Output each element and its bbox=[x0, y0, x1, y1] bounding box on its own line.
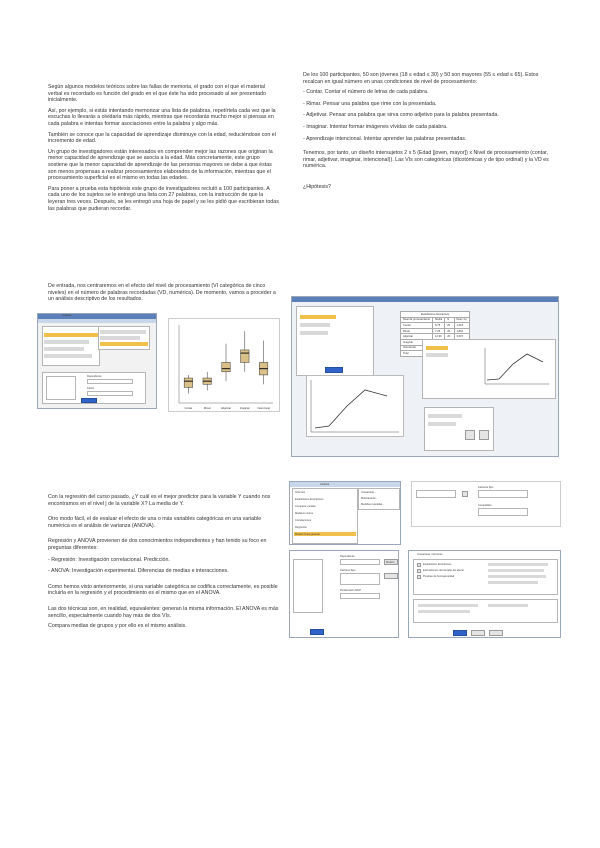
menu-analyze[interactable]: Analizar bbox=[320, 483, 330, 486]
glm-submenu bbox=[358, 488, 400, 510]
table-cell: 20 bbox=[445, 334, 454, 340]
submenu-item[interactable]: Medidas repetidas... bbox=[361, 503, 385, 506]
paragraph: Según algunos modelos teóricos sobre las fallas de memoria, el grado con el que el material verbal es recordado es función del grado en el que éste ha sido procesado al ser presentado inicialmente. bbox=[48, 84, 266, 104]
submenu bbox=[98, 326, 150, 350]
menu-item[interactable]: Correlaciones bbox=[295, 519, 312, 522]
analyze-menu-screenshot bbox=[289, 481, 401, 545]
model-button[interactable] bbox=[384, 559, 398, 565]
submenu-item[interactable]: Univariante... bbox=[361, 491, 377, 494]
submenu-item[interactable]: Multivariante... bbox=[361, 497, 378, 500]
table-cell: Imaginar bbox=[401, 339, 433, 345]
table-cell: 20 bbox=[445, 323, 454, 329]
paragraph: Las dos técnicas son, en realidad, equivalentes: generan la misma información. El ANOVA es más sencillo, especialmente cuando hay más de dos VIs. bbox=[48, 605, 279, 619]
profile-plot-dialog bbox=[422, 339, 556, 399]
menu-item[interactable]: Informes bbox=[295, 491, 306, 494]
variable-list[interactable] bbox=[293, 559, 323, 613]
checkbox[interactable] bbox=[465, 430, 475, 440]
submenu-item-selected[interactable] bbox=[100, 342, 148, 346]
spss-window bbox=[37, 313, 157, 409]
variables-dialog bbox=[296, 306, 374, 376]
hypothesis-heading: ¿Hipótesis? bbox=[303, 183, 331, 190]
variable-item[interactable] bbox=[300, 323, 330, 327]
title-bar bbox=[292, 297, 558, 302]
table-cell: Intencional bbox=[401, 345, 433, 351]
paragraph: Tenemos, por tanto, un diseño intersujetos 2 x 5 (Edad [joven, mayor]) x Nivel de procesamiento (contar, rimar, adjetivar, imaginar, intencional)). Las VIs son categóricas (dicotómicas y de tipo ordinal) y la VD es numérica. bbox=[303, 150, 549, 170]
header-cell: N bbox=[445, 317, 454, 323]
table-cell: 12,90 bbox=[433, 334, 445, 340]
table-cell: Contar bbox=[401, 323, 433, 329]
menu-item-selected[interactable] bbox=[44, 333, 99, 337]
table-cell: 7,25 bbox=[433, 328, 445, 334]
univariate-dialog bbox=[289, 550, 399, 638]
options-dialog bbox=[408, 550, 561, 638]
table-cell: Rimar bbox=[401, 328, 433, 334]
plot-item[interactable] bbox=[428, 414, 462, 418]
option-line bbox=[418, 610, 470, 613]
menu-item[interactable]: Regresión bbox=[295, 526, 307, 529]
model-label: Modelo bbox=[386, 561, 395, 564]
paragraph: Un grupo de investigadores están interesados en comprender mejor las razones que originan la menor capacidad de aprendizaje que se asocia a la edad. Más concretamente, este grupo sostiene que la menor capacidad de aprendizaje de las personas mayores se debe a que éstas son menos propensas a realizar procesamientos elaborados de la información, mientras que el procesamiento superficial es el mismo en todas las edades. bbox=[48, 148, 273, 182]
move-arrow-button[interactable] bbox=[462, 491, 468, 497]
cancel-button[interactable] bbox=[471, 630, 485, 636]
variable-item[interactable] bbox=[300, 331, 328, 335]
profile-plot bbox=[483, 346, 551, 386]
paragraph: Como hemos visto anteriormente, si una variable categórica se codifica correctamente, es posible incluirla en la regresión y el procedimiento es el mismo que en el ANOVA. bbox=[48, 583, 278, 597]
checkbox[interactable] bbox=[417, 569, 421, 573]
anova-section bbox=[48, 494, 280, 639]
table-cell: 3,697 bbox=[454, 334, 470, 340]
table-cell: Total bbox=[401, 351, 433, 357]
analyze-menu bbox=[292, 488, 358, 544]
checkbox[interactable] bbox=[479, 430, 489, 440]
table-cell: Adjetivar bbox=[401, 334, 433, 340]
boxplot-chart bbox=[168, 318, 280, 412]
factor-item[interactable] bbox=[426, 353, 448, 357]
dependent-label: Dependiente bbox=[340, 555, 355, 558]
means-plot bbox=[306, 375, 404, 437]
condition-list bbox=[303, 89, 559, 142]
fixed-factors-label: Factores fijos bbox=[478, 486, 494, 489]
accept-button[interactable] bbox=[325, 367, 343, 373]
tick-label: Imaginar bbox=[239, 407, 250, 410]
paragraph: Con la regresión del curso pasado, ¿Y cuál es el mejor predictor para la variable Y cuando nos encontramos en el nivel j de la variable X? La media de Y. bbox=[48, 494, 271, 507]
intro-column bbox=[48, 84, 280, 216]
checkbox-label: Estadísticos descriptivos bbox=[423, 563, 452, 566]
weights-field[interactable] bbox=[340, 593, 380, 599]
accept-button[interactable] bbox=[310, 629, 324, 635]
dependent-label: Dependiente bbox=[87, 375, 102, 378]
weights-label: Ponderación MCP bbox=[340, 589, 362, 592]
table-cell: 6,75 bbox=[433, 323, 445, 329]
plots-dialog bbox=[424, 407, 494, 451]
help-button[interactable] bbox=[489, 630, 503, 636]
menu-analyze[interactable]: Analizar bbox=[62, 314, 72, 317]
dialog-title: Univariante: Opciones bbox=[417, 553, 443, 556]
submenu-item[interactable] bbox=[100, 330, 146, 334]
continue-button[interactable] bbox=[453, 630, 467, 636]
selected-variable[interactable] bbox=[300, 315, 336, 319]
checkbox-label: Pruebas de homogeneidad bbox=[423, 575, 455, 578]
analyze-menu bbox=[42, 326, 100, 366]
list-item: - Imaginar. Intentar formar imágenes vívidas de cada palabra. bbox=[303, 123, 448, 130]
submenu-item[interactable] bbox=[100, 336, 140, 340]
checkbox[interactable] bbox=[417, 563, 421, 567]
menu-item[interactable] bbox=[44, 347, 84, 351]
menu-bar bbox=[290, 482, 400, 487]
paragraph: De los 100 participantes, 50 son jóvenes (18 ≤ edad ≤ 30) y 50 son mayores (55 ≤ edad ≤ 65). Estos recalcan en igual número en unas condiciones de nivel de procesamiento: bbox=[303, 72, 539, 85]
list-item: - Contar. Contar el número de letras de cada palabra. bbox=[303, 89, 429, 96]
option-line bbox=[488, 575, 546, 578]
options-button[interactable] bbox=[384, 573, 398, 579]
descriptive-intro bbox=[48, 283, 280, 307]
post-hoc-group bbox=[413, 599, 558, 623]
menu-item[interactable] bbox=[44, 354, 92, 358]
paragraph: Regresión y ANOVA provienen de dos conocimientos independientes y han tenido su foco en preguntas diferentes: bbox=[48, 538, 267, 551]
table-cell: 20 bbox=[445, 328, 454, 334]
table-cell: 1,618 bbox=[454, 323, 470, 329]
covariates-label: Covariables bbox=[478, 504, 492, 507]
fixed-factors-field[interactable] bbox=[340, 573, 380, 585]
display-group bbox=[413, 559, 558, 595]
covariates-field[interactable] bbox=[478, 508, 528, 516]
menu-item[interactable]: Comparar medias bbox=[295, 505, 316, 508]
box bbox=[184, 378, 192, 387]
menu-item[interactable]: Modelos mixtos bbox=[295, 512, 314, 515]
variable-list[interactable] bbox=[46, 376, 76, 400]
paragraph: Así, por ejemplo, si estás intentando memorizar una lista de palabras, repetírtela cada vez que la escuchas lo llevarás a olvidarla más rápido, mientras que recordarás mucho mejor si piensas en cada palabra e intentas formar asociaciones entre la palabra y algo más. bbox=[48, 107, 276, 127]
checkbox-label: Estimaciones del tamaño del efecto bbox=[423, 569, 464, 572]
paragraph: Para poner a prueba esta hipótesis este grupo de investigadores reclutó a 100 participantes. A cada uno de los sujetos se le entregó una lista con 27 palabras, con la instrucción de que la leyeran tres veces. Después, se les entregó una hoja de papel y se les pidió que escribieran todas las palabras que pudieran recordar. bbox=[48, 185, 279, 212]
tick-label: Contar bbox=[184, 407, 193, 410]
variable-field[interactable] bbox=[416, 490, 456, 498]
paragraph: Otro modo fácil, el de evaluar el efecto de una o más variables categóricas en una variable numérica es el análisis de varianza (ANOVA). bbox=[48, 516, 262, 529]
tick-label: Rimar bbox=[203, 407, 211, 410]
header-cell: Desv. típ. bbox=[454, 317, 470, 323]
table-cell: 1,832 bbox=[454, 328, 470, 334]
factor-label: Factor bbox=[87, 387, 95, 390]
paragraph: También se conoce que la capacidad de aprendizaje disminuye con la edad, reduciéndose con el incremento de edad. bbox=[48, 131, 276, 145]
option-line bbox=[418, 604, 478, 607]
option-line bbox=[488, 563, 548, 566]
fixed-factors-field[interactable] bbox=[478, 490, 528, 498]
plot-item[interactable] bbox=[428, 422, 456, 426]
factor-item[interactable] bbox=[426, 346, 448, 350]
paragraph: Compara medias de grupos y por ello es el mismo análisis. bbox=[48, 623, 187, 630]
box bbox=[222, 362, 230, 371]
table-title: Estadísticos descriptivos bbox=[401, 312, 470, 318]
list-item: - Aprendizaje intencional. Intentar aprender las palabras presentadas. bbox=[303, 135, 467, 142]
box bbox=[241, 350, 249, 362]
option-line bbox=[488, 569, 544, 572]
tick-label: Intencional bbox=[257, 407, 270, 410]
header-cell: Media bbox=[433, 317, 445, 323]
dependent-field[interactable] bbox=[340, 559, 380, 565]
tick-label: Adjetivar bbox=[220, 407, 232, 410]
paragraph: De entrada, nos centraremos en el efecto del nivel de procesamiento (VI categórica de cinco niveles) en el número de palabras recordadas (VD, numérica). De momento, vamos a proceder a un análisis descriptivo de los resultados. bbox=[48, 283, 276, 303]
checkbox[interactable] bbox=[417, 575, 421, 579]
spss-output-window bbox=[291, 296, 559, 457]
menu-item[interactable]: Modelo lineal general bbox=[295, 533, 320, 536]
paragraph: - Regresión: Investigación correlacional. Predicción. bbox=[48, 556, 170, 563]
menu-item[interactable]: Estadísticos descriptivos bbox=[295, 498, 324, 501]
dialog bbox=[42, 372, 146, 404]
list-item: - Adjetivar. Pensar una palabra que sirva como adjetivo para la palabra presentada. bbox=[303, 112, 499, 119]
list-item: - Rimar. Pensar una palabra que rime con la presentada. bbox=[303, 100, 437, 107]
factor-field[interactable] bbox=[87, 391, 133, 396]
header-cell: Nivel de procesamiento bbox=[401, 317, 433, 323]
accept-button[interactable] bbox=[81, 398, 97, 403]
menu-bar bbox=[38, 314, 156, 323]
factor-picker bbox=[411, 481, 561, 527]
paragraph: - ANOVA: Investigación experimental. Diferencias de medias e interacciones. bbox=[48, 568, 229, 575]
fixed-factors-label: Factores fijos bbox=[340, 569, 356, 572]
option-line bbox=[488, 604, 528, 607]
option-line bbox=[488, 581, 538, 584]
design-column bbox=[303, 72, 559, 195]
menu-item[interactable] bbox=[44, 340, 89, 344]
dependent-field[interactable] bbox=[87, 379, 133, 384]
